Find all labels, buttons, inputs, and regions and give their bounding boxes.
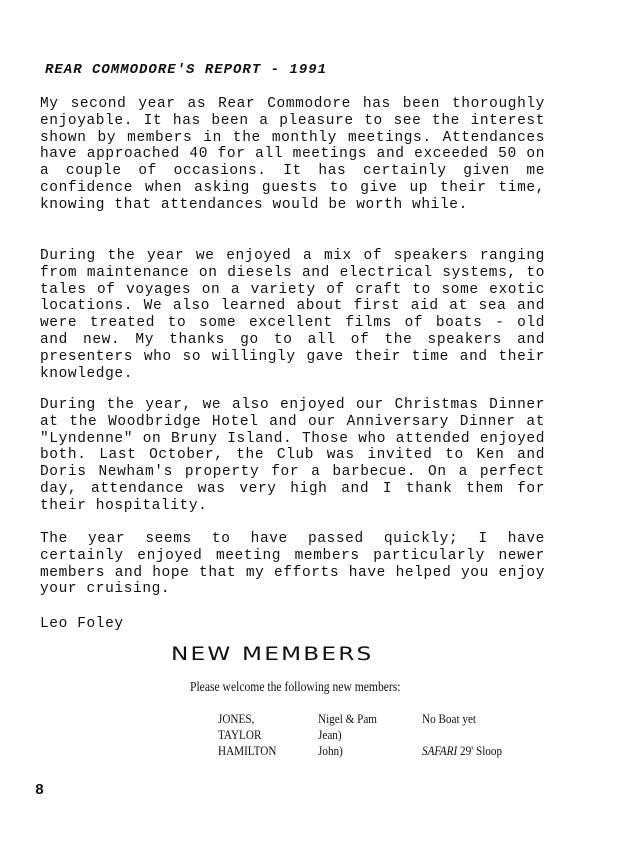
report-paragraph: During the year we enjoyed a mix of speakers ranging from maintenance on diesels and electrical systems, to tales of voyages on a variety of craft to some exotic locations. We also learned about first aid at sea and were treated to some excellent films of boats - old and new. My thanks go to all of the speakers and presenters who so willingly gave their time and their knowledge. bbox=[40, 248, 545, 382]
signature: Leo Foley bbox=[40, 616, 124, 632]
member-given-name: Nigel & Pam bbox=[318, 711, 378, 726]
report-paragraph: During the year, we also enjoyed our Christmas Dinner at the Woodbridge Hotel and our Anniversary Dinner at "Lyndenne" on Bruny Island. Those who attended enjoyed both. Last October, the Club was invited to Ken and Doris Newham's property for a barbecue. On a perfect day, attendance was very high and I thank them for their hospitality. bbox=[40, 397, 545, 514]
new-members-list bbox=[218, 711, 548, 759]
member-surname: HAMILTON bbox=[218, 743, 277, 758]
page-number: 8 bbox=[35, 782, 45, 799]
report-paragraph: My second year as Rear Commodore has been thoroughly enjoyable. It has been a pleasure to see the interest shown by members in the monthly meetings. Attendances have approached 40 for all meetings and exceeded 50 on a couple of occasions. It has certainly given me confidence when asking guests to give up their time, knowing that attendances would be worth while. bbox=[40, 96, 545, 213]
report-paragraph: The year seems to have passed quickly; I have certainly enjoyed meeting members particularly newer members and hope that my efforts have helped you enjoy your cruising. bbox=[40, 531, 545, 598]
member-row bbox=[218, 711, 548, 727]
member-given-name: Jean) bbox=[318, 727, 342, 742]
report-title: REAR COMMODORE'S REPORT - 1991 bbox=[45, 62, 328, 78]
member-surname: JONES, bbox=[218, 711, 255, 726]
new-members-heading: NEW MEMBERS bbox=[171, 643, 374, 665]
member-boat-description: 29' Sloop bbox=[457, 743, 503, 758]
member-boat-description: No Boat yet bbox=[422, 711, 477, 726]
member-boat bbox=[422, 743, 502, 759]
member-given-name: John) bbox=[318, 743, 343, 758]
member-boat bbox=[422, 711, 476, 727]
new-members-intro: Please welcome the following new members: bbox=[190, 679, 401, 694]
member-row bbox=[218, 727, 548, 743]
member-row bbox=[218, 743, 548, 759]
member-surname: TAYLOR bbox=[218, 727, 262, 742]
member-boat-name: SAFARI bbox=[422, 743, 458, 758]
